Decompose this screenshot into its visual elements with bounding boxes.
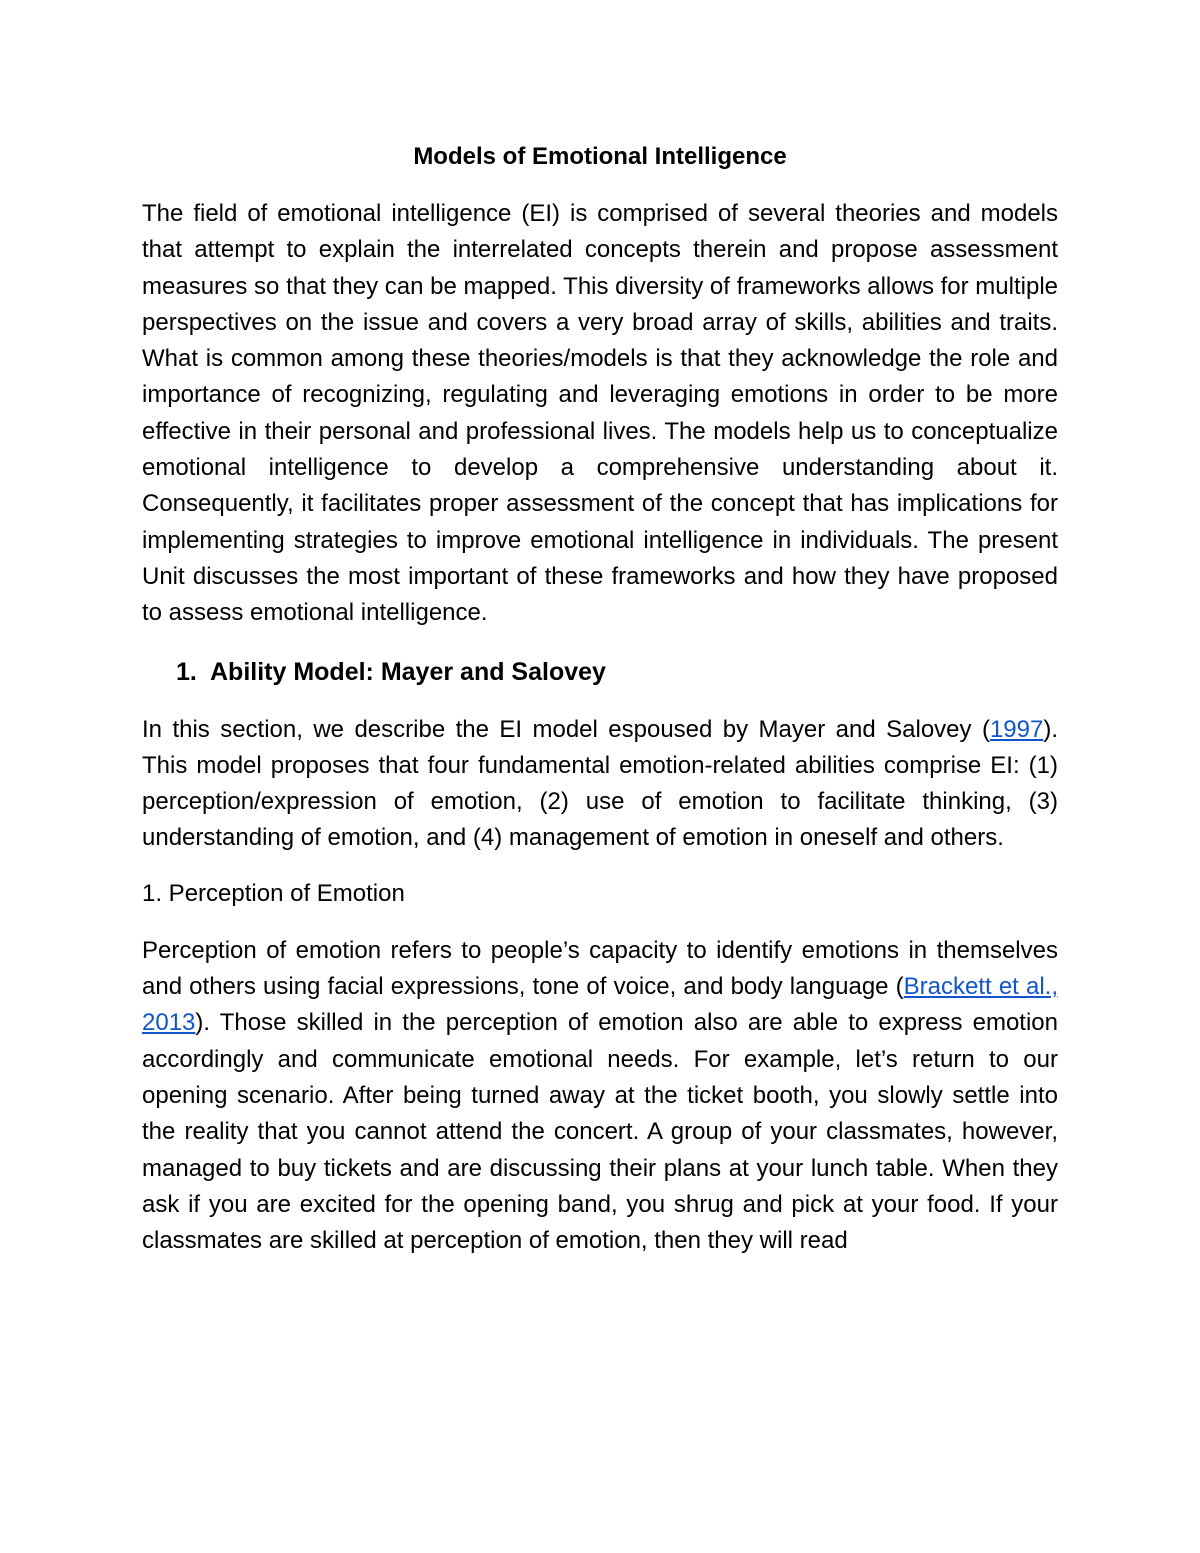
paragraph-text: ). Those skilled in the perception of emotion also are able to express emotion accordingly and communicate emotional needs. For example, let’s return to our opening scenario. After being turned away at the ticket booth, you slowly settle into the reality that you cannot attend the concert. A group of your classmates, however, managed to buy tickets and are discussing their plans at your lunch table. When they ask if you are excited for the opening band, you shrug and pick at your food. If your classmates are skilled at perception of emotion, then they will read (142, 1009, 1058, 1255)
document-page (142, 136, 1058, 1259)
document-title: Models of Emotional Intelligence (413, 143, 787, 170)
subsection-heading-perception: 1. Perception of Emotion (142, 879, 405, 907)
citation-link-1997[interactable]: 1997 (989, 715, 1044, 743)
intro-paragraph: The field of emotional intelligence (EI) is comprised of several theories and models that attempt to explain the interrelated concepts therein and propose assessment measures so that they can be mapped. This diversity of frameworks allows for multiple perspectives on the issue and covers a very broad array of skills, abilities and traits. What is common among these theories/models is that they acknowledge the role and importance of recognizing, regulating and leveraging emotions in order to be more effective in their personal and professional lives. The models help us to conceptualize emotional intelligence to develop a comprehensive understanding about it. Consequently, it facilitates proper assessment of the concept that has implications for implementing strategies to improve emotional intelligence in individuals. The present Unit discusses the most important of these frameworks and how they have proposed to assess emotional intelligence. (142, 200, 1058, 627)
paragraph-text: In this section, we describe the EI model espoused by Mayer and Salovey ( (142, 715, 990, 743)
paragraph-text: ). This model proposes that four fundamental emotion-related abilities comprise EI: (1) perception/expression of emotion, (2) use of emotion to facilitate thinking, (3) understanding of emotion, and (4) management of emotion in oneself and others. (142, 715, 1058, 852)
paragraph-text: Perception of emotion refers to people’s capacity to identify emotions in themselves and others using facial expressions, tone of voice, and body language ( (142, 936, 1058, 1001)
perception-paragraph (142, 933, 1058, 1260)
section-heading-ability-model (142, 652, 1058, 692)
section-heading-text: Ability Model: Mayer and Salovey (210, 657, 606, 686)
ability-model-paragraph (142, 712, 1058, 857)
citation-link-brackett[interactable]: Brackett et al., 2013 (142, 973, 1058, 1037)
section-number: 1. (176, 657, 197, 686)
